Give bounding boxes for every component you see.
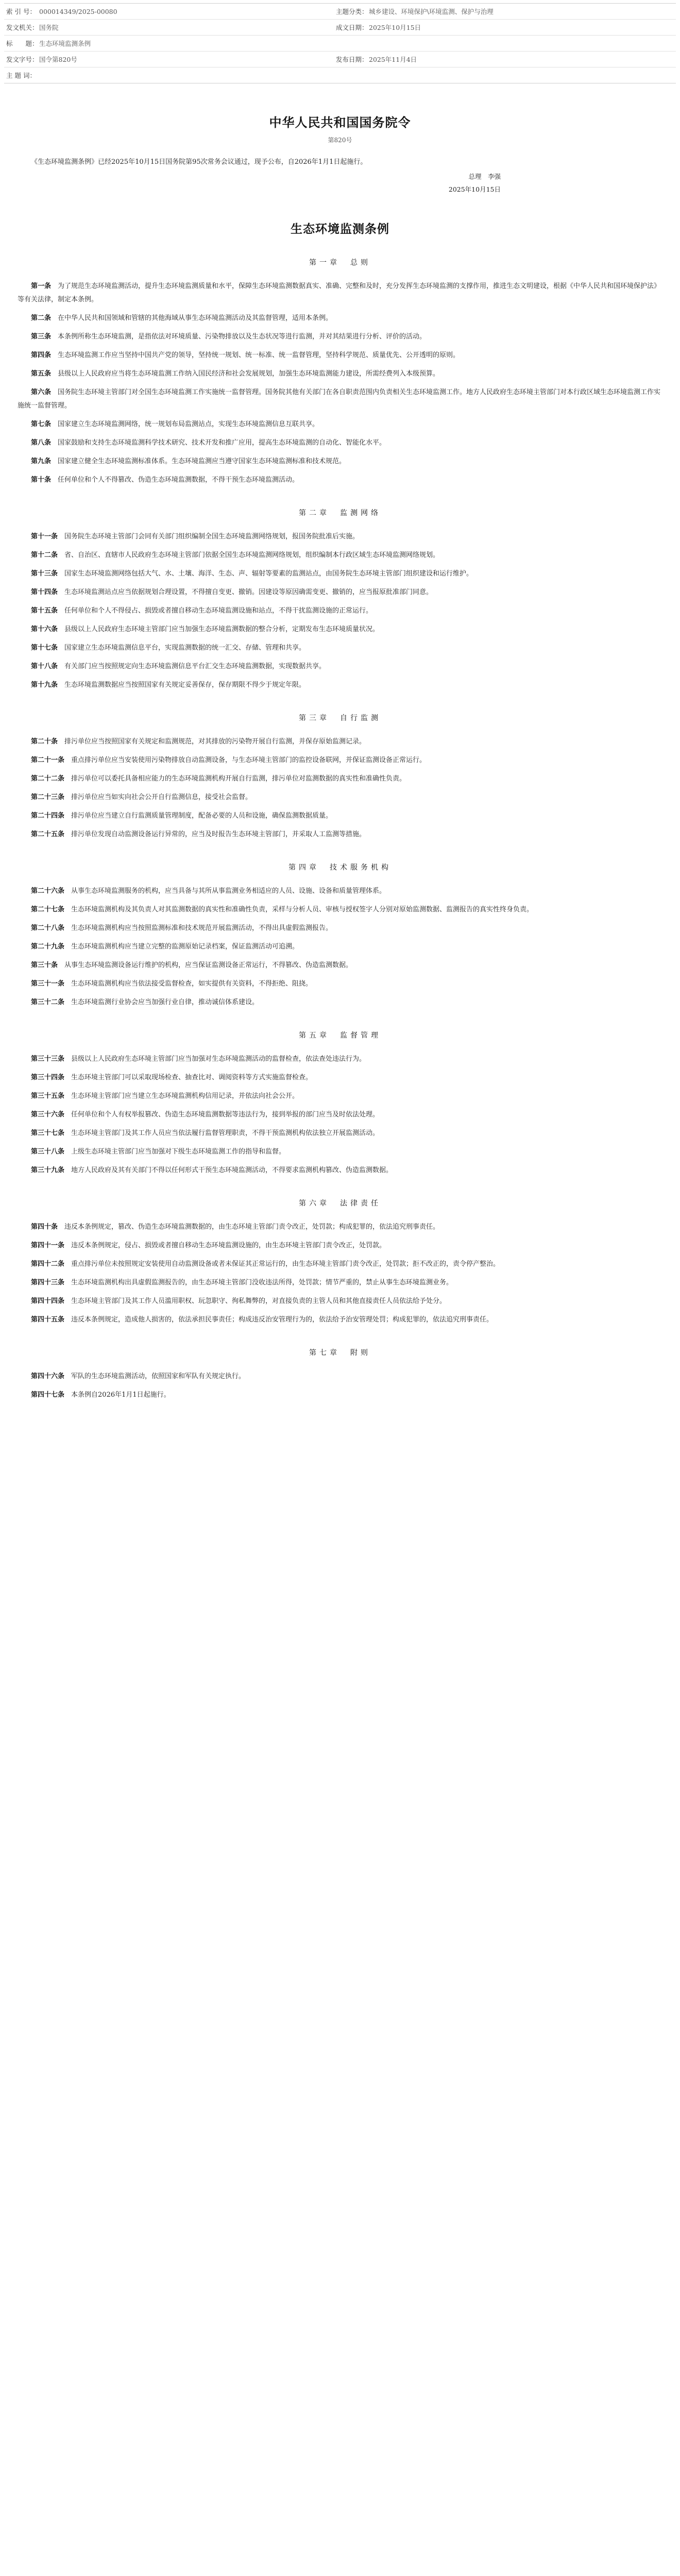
order-date: 2025年10月15日 — [448, 185, 501, 193]
order-signature — [4, 170, 676, 196]
article-number: 第三十三条 — [31, 1055, 65, 1063]
article-paragraph — [4, 679, 676, 692]
article-text: 重点排污单位应当安装使用污染物排放自动监测设备，与生态环境主管部门的监控设备联网，并保证监测设备正常运行。 — [71, 756, 427, 764]
metadata-row — [4, 4, 676, 20]
metadata-value: 国务院 — [39, 24, 59, 31]
article-text: 国家建立生态环境监测信息平台，实现监测数据的统一汇交、存储、管理和共享。 — [64, 644, 306, 652]
article-paragraph — [4, 772, 676, 786]
article-number: 第十一条 — [31, 533, 58, 540]
article-number: 第十八条 — [31, 663, 58, 670]
bottom-spacer — [4, 1407, 676, 1479]
article-number: 第十七条 — [31, 644, 58, 652]
article-number: 第二十八条 — [31, 924, 65, 932]
metadata-cell — [4, 71, 334, 80]
article-paragraph — [4, 473, 676, 487]
article-text: 有关部门应当按照规定向生态环境监测信息平台汇交生态环境监测数据，实现数据共享。 — [64, 663, 326, 670]
metadata-row — [4, 36, 676, 52]
article-text: 县级以上人民政府应当将生态环境监测工作纳入国民经济和社会发展规划，加强生态环境监测能力建设，所需经费列入本级预算。 — [58, 370, 440, 378]
metadata-cell — [334, 7, 676, 16]
article-text: 违反本条例规定，篡改、伪造生态环境监测数据的，由生态环境主管部门责令改正，处罚款；构成犯罪的，依法追究刑事责任。 — [64, 1223, 440, 1231]
article-text: 上级生态环境主管部门应当加强对下级生态环境监测工作的指导和监督。 — [71, 1148, 286, 1156]
article-number: 第二十七条 — [31, 906, 65, 913]
document-metadata-table — [4, 3, 676, 83]
article-number: 第四十条 — [31, 1223, 58, 1231]
article-text: 违反本条例规定，侵占、损毁或者擅自移动生态环境监测设施的，由生态环境主管部门责令改正，处罚款。 — [71, 1242, 386, 1249]
article-text: 生态环境监测工作应当坚持中国共产党的领导，坚持统一规划、统一标准、统一监督管理，坚持科学规范、质量优先、公开透明的原则。 — [58, 351, 460, 359]
article-number: 第十三条 — [31, 570, 58, 578]
article-paragraph — [4, 1258, 676, 1271]
article-paragraph — [4, 660, 676, 673]
article-paragraph — [4, 1071, 676, 1084]
article-text: 任何单位和个人不得侵占、损毁或者擅自移动生态环境监测设施和站点，不得干扰监测设施的正常运行。 — [64, 607, 373, 615]
article-paragraph — [4, 330, 676, 344]
metadata-label: 主 题 词： — [6, 72, 36, 79]
article-text: 生态环境监测站点应当依据规划合理设置，不得擅自变更、撤销。因建设等原因确需变更、撤销的，应当报原批准部门同意。 — [64, 588, 433, 596]
article-text: 从事生态环境监测服务的机构，应当具备与其所从事监测业务相适应的人员、设施、设备和质量管理体系。 — [71, 887, 386, 895]
article-text: 生态环境监测数据应当按照国家有关规定妥善保存，保存期限不得少于规定年限。 — [64, 681, 306, 689]
article-text: 生态环境监测机构应当按照监测标准和技术规范开展监测活动，不得出具虚假监测报告。 — [71, 924, 333, 932]
order-body — [4, 156, 676, 169]
article-number: 第二十一条 — [31, 756, 65, 764]
article-number: 第二十四条 — [31, 812, 65, 820]
metadata-label: 索 引 号： — [6, 8, 36, 15]
article-text: 生态环境监测机构出具虚假监测报告的，由生态环境主管部门没收违法所得，处罚款；情节严重的，禁止从事生态环境监测业务。 — [71, 1279, 453, 1286]
article-number: 第四十五条 — [31, 1316, 65, 1324]
metadata-cell — [4, 55, 334, 64]
article-paragraph — [4, 809, 676, 823]
metadata-label: 发文字号： — [6, 56, 39, 63]
article-paragraph — [4, 1164, 676, 1177]
article-paragraph — [4, 977, 676, 991]
article-number: 第三十二条 — [31, 998, 65, 1006]
article-paragraph — [4, 386, 676, 413]
article-number: 第二十二条 — [31, 775, 65, 783]
chapter-heading: 第七章 附则 — [309, 1349, 371, 1357]
article-paragraph — [4, 549, 676, 562]
article-text: 生态环境主管部门可以采取现场检查、抽查比对、调阅资料等方式实施监督检查。 — [71, 1074, 313, 1081]
article-text: 生态环境监测机构及其负责人对其监测数据的真实性和准确性负责，采样与分析人员、审核与授权签字人分别对原始监测数据、监测报告的真实性终身负责。 — [71, 906, 534, 913]
article-text: 排污单位发现自动监测设备运行异常的，应当及时报告生态环境主管部门，并采取人工监测等措施。 — [71, 831, 366, 838]
regulation-body — [4, 257, 676, 1402]
article-text: 军队的生态环境监测活动，依照国家和军队有关规定执行。 — [71, 1372, 246, 1380]
chapter-heading: 第二章 监测网络 — [299, 509, 381, 517]
metadata-cell — [4, 39, 334, 48]
article-number: 第一条 — [31, 282, 52, 290]
article-number: 第三条 — [31, 333, 52, 341]
article-text: 国务院生态环境主管部门对全国生态环境监测工作实施统一监督管理。国务院其他有关部门在各自职责范围内负责相关生态环境监测工作。地方人民政府生态环境主管部门对本行政区域生态环境监测工作实施统一监督管理。 — [18, 388, 661, 410]
article-paragraph — [4, 367, 676, 381]
article-paragraph — [4, 959, 676, 972]
article-number: 第三十七条 — [31, 1129, 65, 1137]
article-paragraph — [4, 1108, 676, 1122]
order-number: 第820号 — [328, 137, 352, 144]
article-number: 第十五条 — [31, 607, 58, 615]
article-number: 第三十四条 — [31, 1074, 65, 1081]
article-text: 生态环境主管部门及其工作人员应当依法履行监督管理职责，不得干预监测机构依法独立开展监测活动。 — [71, 1129, 380, 1137]
article-text: 国家建立生态环境监测网络，统一规划布局监测站点，实现生态环境监测信息互联共享。 — [58, 420, 319, 428]
article-text: 县级以上人民政府生态环境主管部门应当加强生态环境监测数据的整合分析，定期发布生态环境质量状况。 — [64, 625, 380, 633]
article-text: 生态环境监测机构应当依法接受监督检查，如实提供有关资料，不得拒绝、阻挠。 — [71, 980, 313, 988]
article-text: 国家生态环境监测网络包括大气、水、土壤、海洋、生态、声、辐射等要素的监测站点，由国务院生态环境主管部门组织建设和运行维护。 — [64, 570, 473, 578]
article-text: 在中华人民共和国领域和管辖的其他海域从事生态环境监测活动及其监督管理，适用本条例。 — [58, 314, 333, 322]
article-text: 本条例自2026年1月1日起施行。 — [71, 1391, 171, 1399]
article-paragraph — [4, 996, 676, 1009]
article-paragraph — [4, 349, 676, 362]
article-paragraph — [4, 1276, 676, 1290]
metadata-cell — [334, 55, 676, 64]
metadata-value: 000014349/2025-00080 — [39, 7, 117, 15]
article-paragraph — [4, 1145, 676, 1159]
article-number: 第十四条 — [31, 588, 58, 596]
article-number: 第二十九条 — [31, 943, 65, 951]
article-text: 本条例所称生态环境监测，是指依法对环境质量、污染物排放以及生态状况等进行监测，并对其结果进行分析、评价的活动。 — [58, 333, 427, 341]
article-paragraph — [4, 1053, 676, 1066]
metadata-value: 生态环境监测条例 — [39, 40, 91, 47]
chapter-heading: 第三章 自行监测 — [299, 714, 381, 722]
article-text: 从事生态环境监测设备运行维护的机构，应当保证监测设备正常运行，不得篡改、伪造监测数据。 — [64, 961, 353, 969]
article-number: 第十六条 — [31, 625, 58, 633]
article-text: 违反本条例规定，造成他人损害的，依法承担民事责任；构成违反治安管理行为的，依法给予治安管理处罚；构成犯罪的，依法追究刑事责任。 — [71, 1316, 494, 1324]
article-paragraph — [4, 567, 676, 581]
article-number: 第二条 — [31, 314, 52, 322]
metadata-value: 城乡建设、环境保护\环境监测、保护与治理 — [369, 8, 494, 15]
article-paragraph — [4, 604, 676, 618]
article-number: 第十条 — [31, 476, 52, 484]
article-paragraph — [4, 922, 676, 935]
article-number: 第四十三条 — [31, 1279, 65, 1286]
metadata-cell — [334, 23, 676, 32]
metadata-value: 2025年10月15日 — [369, 24, 421, 31]
order-title: 中华人民共和国国务院令 — [269, 115, 411, 130]
article-paragraph — [4, 623, 676, 636]
article-paragraph — [4, 436, 676, 450]
article-text: 生态环境监测行业协会应当加强行业自律，推动诚信体系建设。 — [71, 998, 259, 1006]
article-text: 生态环境监测机构应当建立完整的监测原始记录档案，保证监测活动可追溯。 — [71, 943, 299, 951]
article-number: 第十二条 — [31, 551, 58, 559]
article-text: 任何单位和个人有权举报篡改、伪造生态环境监测数据等违法行为，接到举报的部门应当及时依法处理。 — [71, 1111, 380, 1118]
article-text: 国家建立健全生态环境监测标准体系。生态环境监测应当遵守国家生态环境监测标准和技术规范。 — [58, 457, 346, 465]
metadata-label: 标 题： — [6, 40, 39, 47]
article-text: 排污单位应当如实向社会公开自行监测信息，接受社会监督。 — [71, 793, 252, 801]
article-number: 第十九条 — [31, 681, 58, 689]
article-number: 第四十二条 — [31, 1260, 65, 1268]
article-text: 省、自治区、直辖市人民政府生态环境主管部门依据全国生态环境监测网络规划，组织编制本行政区域生态环境监测网络规划。 — [64, 551, 440, 559]
article-paragraph — [4, 1388, 676, 1402]
article-number: 第九条 — [31, 457, 52, 465]
article-paragraph — [4, 754, 676, 767]
chapter-heading: 第五章 监督管理 — [299, 1031, 381, 1040]
article-number: 第二十六条 — [31, 887, 65, 895]
article-number: 第三十六条 — [31, 1111, 65, 1118]
article-paragraph — [4, 1295, 676, 1308]
article-text: 生态环境主管部门应当建立生态环境监测机构信用记录，并依法向社会公开。 — [71, 1092, 299, 1100]
article-paragraph — [4, 903, 676, 917]
article-paragraph — [4, 791, 676, 804]
article-text: 重点排污单位未按照规定安装使用自动监测设备或者未保证其正常运行的，由生态环境主管部门责令改正，处罚款；拒不改正的，责令停产整治。 — [71, 1260, 500, 1268]
order-text: 《生态环境监测条例》已经2025年10月15日国务院第95次常务会议通过，现予公布，自2026年1月1日起施行。 — [31, 158, 367, 166]
article-number: 第五条 — [31, 370, 52, 378]
chapter-heading: 第一章 总则 — [309, 259, 371, 267]
metadata-row — [4, 67, 676, 83]
article-paragraph — [4, 586, 676, 599]
regulation-title: 生态环境监测条例 — [291, 222, 389, 236]
article-text: 国家鼓励和支持生态环境监测科学技术研究、技术开发和推广应用，提高生态环境监测的自动化、智能化水平。 — [58, 439, 386, 447]
article-paragraph — [4, 735, 676, 749]
article-text: 排污单位应当按照国家有关规定和监测规范，对其排放的污染物开展自行监测，并保存原始监测记录。 — [64, 738, 366, 745]
article-text: 地方人民政府及其有关部门不得以任何形式干预生态环境监测活动，不得要求监测机构篡改、伪造监测数据。 — [71, 1166, 393, 1174]
article-paragraph — [4, 1127, 676, 1140]
metadata-row — [4, 52, 676, 67]
article-number: 第八条 — [31, 439, 52, 447]
metadata-cell — [4, 23, 334, 32]
article-text: 排污单位应当建立自行监测质量管理制度，配备必要的人员和设施，确保监测数据质量。 — [71, 812, 333, 820]
document-page — [0, 3, 680, 1479]
order-header — [4, 112, 676, 144]
article-paragraph — [4, 280, 676, 307]
article-number: 第三十八条 — [31, 1148, 65, 1156]
article-number: 第二十条 — [31, 738, 58, 745]
chapter-heading: 第六章 法律责任 — [299, 1199, 381, 1208]
article-number: 第三十九条 — [31, 1166, 65, 1174]
article-number: 第七条 — [31, 420, 52, 428]
article-text: 县级以上人民政府生态环境主管部门应当加强对生态环境监测活动的监督检查，依法查处违法行为。 — [71, 1055, 366, 1063]
article-paragraph — [4, 1221, 676, 1234]
article-paragraph — [4, 641, 676, 655]
article-paragraph — [4, 312, 676, 325]
metadata-value: 国令第820号 — [39, 56, 77, 63]
article-text: 为了规范生态环境监测活动，提升生态环境监测质量和水平，保障生态环境监测数据真实、准确、完整和及时，充分发挥生态环境监测的支撑作用，推进生态文明建设，根据《中华人民共和国环境保护法》等有关法律，制定本条例。 — [18, 282, 661, 303]
article-paragraph — [4, 885, 676, 898]
article-number: 第四条 — [31, 351, 52, 359]
metadata-label: 成文日期： — [336, 24, 368, 31]
metadata-row — [4, 20, 676, 36]
article-number: 第三十五条 — [31, 1092, 65, 1100]
article-paragraph — [4, 418, 676, 431]
article-paragraph — [4, 1239, 676, 1252]
metadata-label: 主题分类： — [336, 8, 368, 15]
article-paragraph — [4, 1370, 676, 1383]
article-number: 第四十六条 — [31, 1372, 65, 1380]
article-number: 第六条 — [31, 388, 52, 396]
article-text: 排污单位可以委托具备相应能力的生态环境监测机构开展自行监测，排污单位对监测数据的真实性和准确性负责。 — [71, 775, 406, 783]
article-number: 第三十一条 — [31, 980, 65, 988]
article-paragraph — [4, 828, 676, 841]
article-number: 第三十条 — [31, 961, 58, 969]
article-paragraph — [4, 1313, 676, 1327]
article-number: 第四十四条 — [31, 1297, 65, 1305]
article-paragraph — [4, 940, 676, 954]
metadata-label: 发文机关： — [6, 24, 39, 31]
article-paragraph — [4, 530, 676, 544]
article-text: 任何单位和个人不得篡改、伪造生态环境监测数据，不得干预生态环境监测活动。 — [58, 476, 299, 484]
article-number: 第二十五条 — [31, 831, 65, 838]
metadata-label: 发布日期： — [336, 56, 368, 63]
metadata-value: 2025年11月4日 — [369, 56, 417, 63]
article-number: 第二十三条 — [31, 793, 65, 801]
article-number: 第四十一条 — [31, 1242, 65, 1249]
article-text: 国务院生态环境主管部门会同有关部门组织编制全国生态环境监测网络规划，报国务院批准后实施。 — [64, 533, 360, 540]
article-number: 第四十七条 — [31, 1391, 65, 1399]
article-paragraph — [4, 455, 676, 468]
metadata-cell — [4, 7, 334, 16]
order-signer: 总理 李强 — [468, 173, 501, 180]
article-text: 生态环境主管部门及其工作人员滥用职权、玩忽职守、徇私舞弊的，对直接负责的主管人员和其他直接责任人员依法给予处分。 — [71, 1297, 447, 1305]
article-paragraph — [4, 1090, 676, 1103]
chapter-heading: 第四章 技术服务机构 — [288, 863, 392, 872]
